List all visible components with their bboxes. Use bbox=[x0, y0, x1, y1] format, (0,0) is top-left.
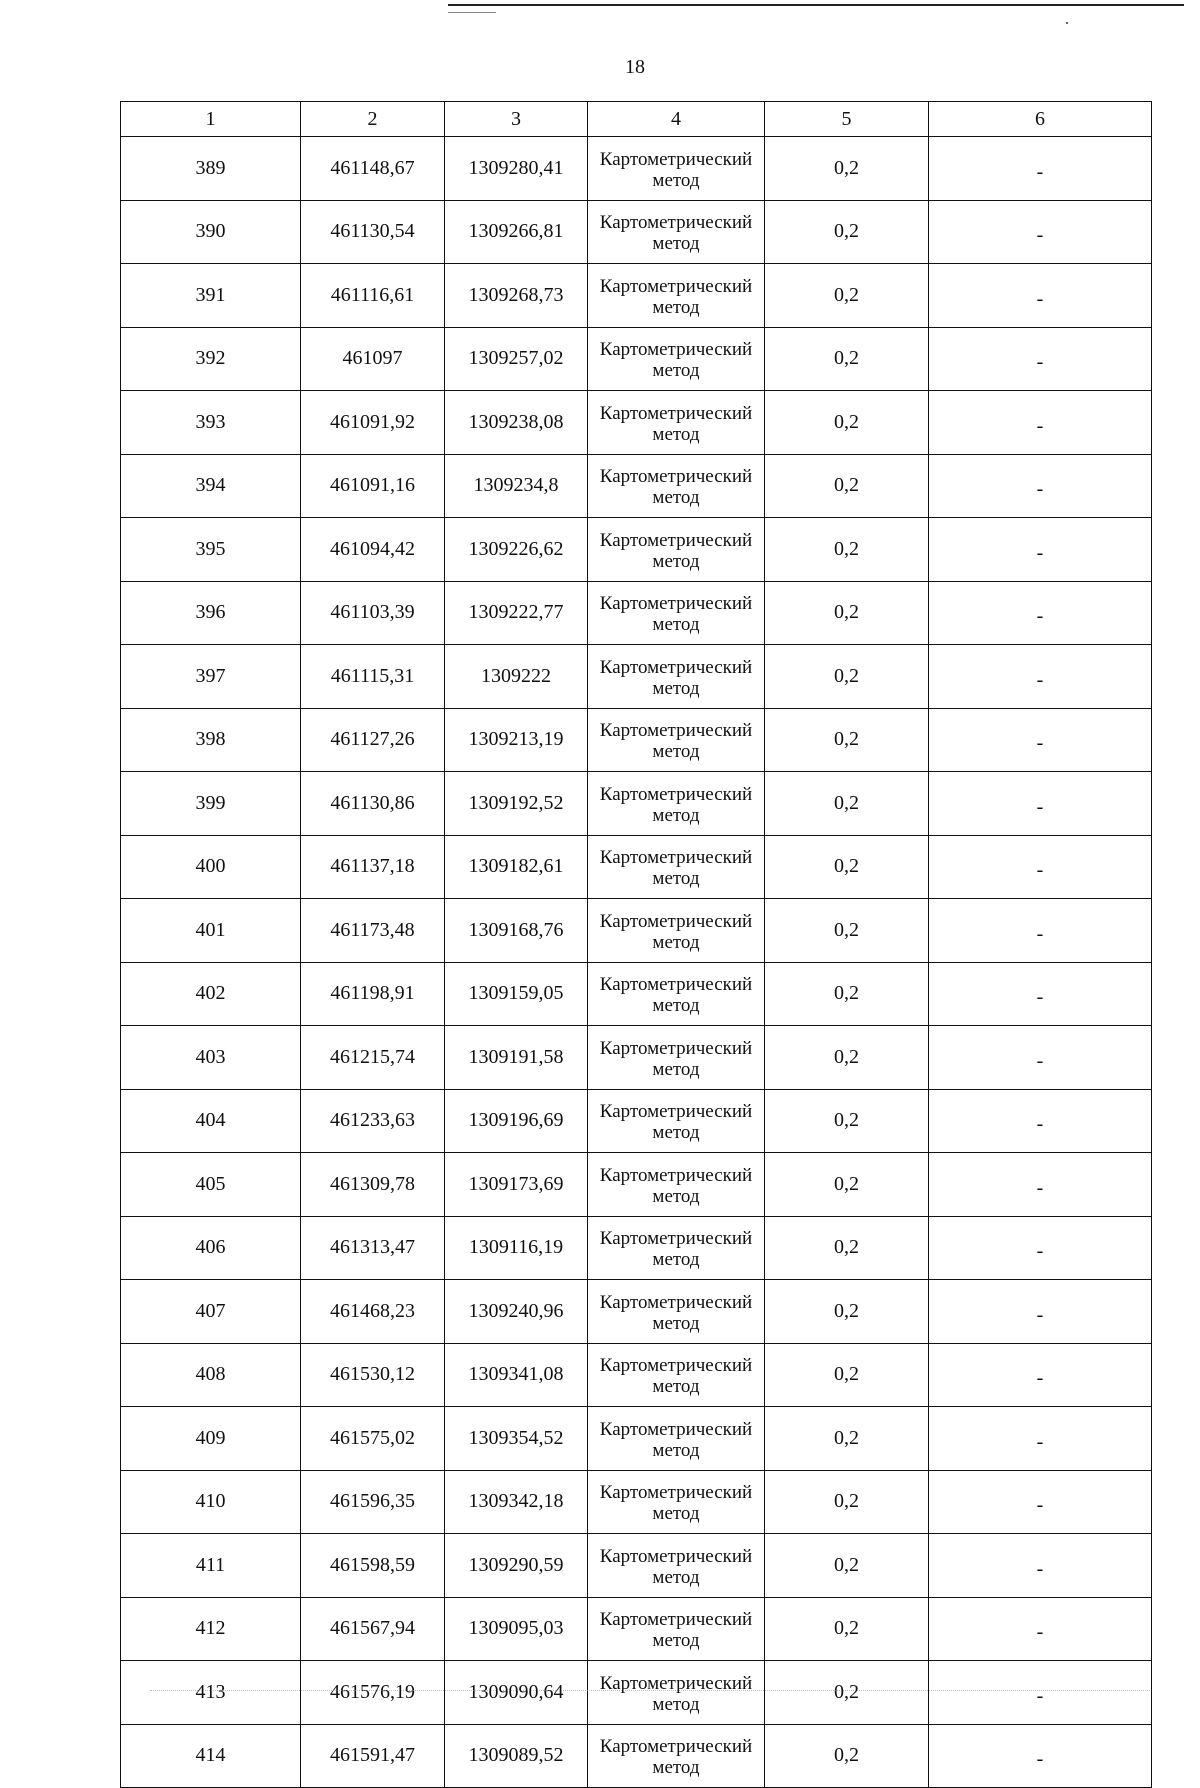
point-number-cell: 413 bbox=[121, 1661, 301, 1725]
point-number-cell: 412 bbox=[121, 1597, 301, 1661]
method-cell bbox=[588, 899, 765, 963]
method-line-2: метод bbox=[652, 1630, 700, 1652]
method-line-2: метод bbox=[652, 1122, 700, 1144]
precision-cell: 0,2 bbox=[765, 899, 929, 963]
precision-cell: 0,2 bbox=[765, 1026, 929, 1090]
y-coordinate-cell: 1309090,64 bbox=[445, 1661, 588, 1725]
x-coordinate-cell: 461173,48 bbox=[301, 899, 445, 963]
y-coordinate-cell: 1309159,05 bbox=[445, 962, 588, 1026]
description-cell: - bbox=[929, 1534, 1152, 1598]
method-line-2: метод bbox=[652, 487, 700, 509]
x-coordinate-cell: 461130,86 bbox=[301, 772, 445, 836]
table-header-row bbox=[121, 102, 1152, 137]
point-number-cell: 396 bbox=[121, 581, 301, 645]
method-line-2: метод bbox=[652, 931, 700, 953]
method-line-2: метод bbox=[652, 296, 700, 318]
method-line-1: Картометрический bbox=[599, 1101, 753, 1123]
x-coordinate-cell: 461137,18 bbox=[301, 835, 445, 899]
point-number-cell: 391 bbox=[121, 264, 301, 328]
description-cell: - bbox=[929, 454, 1152, 518]
method-cell bbox=[588, 1153, 765, 1217]
y-coordinate-cell: 1309196,69 bbox=[445, 1089, 588, 1153]
point-number-cell: 402 bbox=[121, 962, 301, 1026]
y-coordinate-cell: 1309116,19 bbox=[445, 1216, 588, 1280]
table-row bbox=[121, 1534, 1152, 1598]
description-cell: - bbox=[929, 899, 1152, 963]
description-cell: - bbox=[929, 1280, 1152, 1344]
x-coordinate-cell: 461097 bbox=[301, 327, 445, 391]
method-cell bbox=[588, 708, 765, 772]
precision-cell: 0,2 bbox=[765, 581, 929, 645]
method-line-1: Картометрический bbox=[599, 1228, 753, 1250]
precision-cell: 0,2 bbox=[765, 1343, 929, 1407]
precision-cell: 0,2 bbox=[765, 1407, 929, 1471]
description-cell: - bbox=[929, 1661, 1152, 1725]
method-line-2: метод bbox=[652, 614, 700, 636]
precision-cell: 0,2 bbox=[765, 1153, 929, 1217]
description-cell: - bbox=[929, 581, 1152, 645]
method-line-1: Картометрический bbox=[599, 783, 753, 805]
method-line-1: Картометрический bbox=[599, 847, 753, 869]
table-row bbox=[121, 264, 1152, 328]
description-cell: - bbox=[929, 1597, 1152, 1661]
x-coordinate-cell: 461094,42 bbox=[301, 518, 445, 582]
column-header: 6 bbox=[929, 102, 1152, 137]
column-header: 4 bbox=[588, 102, 765, 137]
table-row bbox=[121, 1470, 1152, 1534]
description-cell: - bbox=[929, 708, 1152, 772]
y-coordinate-cell: 1309191,58 bbox=[445, 1026, 588, 1090]
x-coordinate-cell: 461591,47 bbox=[301, 1724, 445, 1788]
y-coordinate-cell: 1309222 bbox=[445, 645, 588, 709]
method-cell bbox=[588, 518, 765, 582]
y-coordinate-cell: 1309290,59 bbox=[445, 1534, 588, 1598]
precision-cell: 0,2 bbox=[765, 327, 929, 391]
description-cell: - bbox=[929, 327, 1152, 391]
method-line-1: Картометрический bbox=[599, 1037, 753, 1059]
method-cell bbox=[588, 772, 765, 836]
precision-cell: 0,2 bbox=[765, 200, 929, 264]
table-row bbox=[121, 1597, 1152, 1661]
method-line-1: Картометрический bbox=[599, 1672, 753, 1694]
y-coordinate-cell: 1309240,96 bbox=[445, 1280, 588, 1344]
method-line-1: Картометрический bbox=[599, 402, 753, 424]
description-cell: - bbox=[929, 137, 1152, 201]
method-line-2: метод bbox=[652, 1693, 700, 1715]
y-coordinate-cell: 1309238,08 bbox=[445, 391, 588, 455]
column-header: 2 bbox=[301, 102, 445, 137]
method-cell bbox=[588, 137, 765, 201]
point-number-cell: 393 bbox=[121, 391, 301, 455]
precision-cell: 0,2 bbox=[765, 518, 929, 582]
method-line-1: Картометрический bbox=[599, 1418, 753, 1440]
table-row bbox=[121, 1026, 1152, 1090]
method-cell bbox=[588, 391, 765, 455]
method-line-1: Картометрический bbox=[599, 1545, 753, 1567]
description-cell: - bbox=[929, 645, 1152, 709]
y-coordinate-cell: 1309089,52 bbox=[445, 1724, 588, 1788]
method-line-1: Картометрический bbox=[599, 212, 753, 234]
description-cell: - bbox=[929, 1216, 1152, 1280]
scan-artifact-line bbox=[448, 12, 496, 13]
y-coordinate-cell: 1309182,61 bbox=[445, 835, 588, 899]
x-coordinate-cell: 461575,02 bbox=[301, 1407, 445, 1471]
precision-cell: 0,2 bbox=[765, 137, 929, 201]
method-cell bbox=[588, 454, 765, 518]
method-cell bbox=[588, 200, 765, 264]
y-coordinate-cell: 1309257,02 bbox=[445, 327, 588, 391]
point-number-cell: 409 bbox=[121, 1407, 301, 1471]
method-line-1: Картометрический bbox=[599, 466, 753, 488]
method-line-2: метод bbox=[652, 1376, 700, 1398]
point-number-cell: 403 bbox=[121, 1026, 301, 1090]
x-coordinate-cell: 461576,19 bbox=[301, 1661, 445, 1725]
method-line-1: Картометрический bbox=[599, 148, 753, 170]
table-row bbox=[121, 1153, 1152, 1217]
y-coordinate-cell: 1309280,41 bbox=[445, 137, 588, 201]
method-cell bbox=[588, 835, 765, 899]
y-coordinate-cell: 1309342,18 bbox=[445, 1470, 588, 1534]
y-coordinate-cell: 1309234,8 bbox=[445, 454, 588, 518]
point-number-cell: 394 bbox=[121, 454, 301, 518]
method-line-2: метод bbox=[652, 1503, 700, 1525]
table-row bbox=[121, 137, 1152, 201]
precision-cell: 0,2 bbox=[765, 1724, 929, 1788]
point-number-cell: 398 bbox=[121, 708, 301, 772]
table-row bbox=[121, 581, 1152, 645]
precision-cell: 0,2 bbox=[765, 1597, 929, 1661]
description-cell: - bbox=[929, 1724, 1152, 1788]
y-coordinate-cell: 1309213,19 bbox=[445, 708, 588, 772]
table-row bbox=[121, 391, 1152, 455]
point-number-cell: 404 bbox=[121, 1089, 301, 1153]
description-cell: - bbox=[929, 772, 1152, 836]
x-coordinate-cell: 461567,94 bbox=[301, 1597, 445, 1661]
column-header: 5 bbox=[765, 102, 929, 137]
table-row bbox=[121, 327, 1152, 391]
table-row bbox=[121, 518, 1152, 582]
table-row bbox=[121, 835, 1152, 899]
method-cell bbox=[588, 581, 765, 645]
table-row bbox=[121, 645, 1152, 709]
point-number-cell: 389 bbox=[121, 137, 301, 201]
y-coordinate-cell: 1309192,52 bbox=[445, 772, 588, 836]
method-cell bbox=[588, 1026, 765, 1090]
method-cell bbox=[588, 1216, 765, 1280]
method-line-1: Картометрический bbox=[599, 339, 753, 361]
precision-cell: 0,2 bbox=[765, 1661, 929, 1725]
method-cell bbox=[588, 1470, 765, 1534]
method-line-1: Картометрический bbox=[599, 656, 753, 678]
method-line-2: метод bbox=[652, 1249, 700, 1271]
table-row bbox=[121, 1216, 1152, 1280]
table-row bbox=[121, 1280, 1152, 1344]
method-line-2: метод bbox=[652, 360, 700, 382]
precision-cell: 0,2 bbox=[765, 264, 929, 328]
page-number: 18 bbox=[625, 56, 645, 78]
method-line-1: Картометрический bbox=[599, 529, 753, 551]
x-coordinate-cell: 461130,54 bbox=[301, 200, 445, 264]
method-line-1: Картометрический bbox=[599, 974, 753, 996]
x-coordinate-cell: 461148,67 bbox=[301, 137, 445, 201]
point-number-cell: 408 bbox=[121, 1343, 301, 1407]
description-cell: - bbox=[929, 835, 1152, 899]
point-number-cell: 401 bbox=[121, 899, 301, 963]
y-coordinate-cell: 1309268,73 bbox=[445, 264, 588, 328]
y-coordinate-cell: 1309168,76 bbox=[445, 899, 588, 963]
method-line-2: метод bbox=[652, 1566, 700, 1588]
method-line-2: метод bbox=[652, 804, 700, 826]
description-cell: - bbox=[929, 1407, 1152, 1471]
method-line-1: Картометрический bbox=[599, 1482, 753, 1504]
precision-cell: 0,2 bbox=[765, 1280, 929, 1344]
method-cell bbox=[588, 962, 765, 1026]
method-line-2: метод bbox=[652, 1312, 700, 1334]
x-coordinate-cell: 461215,74 bbox=[301, 1026, 445, 1090]
x-coordinate-cell: 461127,26 bbox=[301, 708, 445, 772]
method-line-2: метод bbox=[652, 1439, 700, 1461]
y-coordinate-cell: 1309222,77 bbox=[445, 581, 588, 645]
description-cell: - bbox=[929, 1153, 1152, 1217]
point-number-cell: 411 bbox=[121, 1534, 301, 1598]
x-coordinate-cell: 461530,12 bbox=[301, 1343, 445, 1407]
precision-cell: 0,2 bbox=[765, 1470, 929, 1534]
method-cell bbox=[588, 645, 765, 709]
method-cell bbox=[588, 1597, 765, 1661]
precision-cell: 0,2 bbox=[765, 645, 929, 709]
point-number-cell: 399 bbox=[121, 772, 301, 836]
precision-cell: 0,2 bbox=[765, 962, 929, 1026]
y-coordinate-cell: 1309266,81 bbox=[445, 200, 588, 264]
method-line-1: Картометрический bbox=[599, 1355, 753, 1377]
x-coordinate-cell: 461598,59 bbox=[301, 1534, 445, 1598]
point-number-cell: 395 bbox=[121, 518, 301, 582]
table-row bbox=[121, 708, 1152, 772]
method-line-1: Картометрический bbox=[599, 593, 753, 615]
method-line-2: метод bbox=[652, 169, 700, 191]
table-row bbox=[121, 1407, 1152, 1471]
method-line-1: Картометрический bbox=[599, 1291, 753, 1313]
precision-cell: 0,2 bbox=[765, 835, 929, 899]
x-coordinate-cell: 461309,78 bbox=[301, 1153, 445, 1217]
x-coordinate-cell: 461115,31 bbox=[301, 645, 445, 709]
method-cell bbox=[588, 1534, 765, 1598]
precision-cell: 0,2 bbox=[765, 772, 929, 836]
scan-artifact-line bbox=[150, 1690, 1150, 1692]
table-row bbox=[121, 1724, 1152, 1788]
point-number-cell: 397 bbox=[121, 645, 301, 709]
table-row bbox=[121, 200, 1152, 264]
description-cell: - bbox=[929, 200, 1152, 264]
point-number-cell: 410 bbox=[121, 1470, 301, 1534]
precision-cell: 0,2 bbox=[765, 391, 929, 455]
description-cell: - bbox=[929, 391, 1152, 455]
method-line-2: метод bbox=[652, 741, 700, 763]
coordinates-table bbox=[120, 101, 1152, 1788]
table-row bbox=[121, 1343, 1152, 1407]
table-row bbox=[121, 1089, 1152, 1153]
method-line-2: метод bbox=[652, 995, 700, 1017]
table-body bbox=[121, 137, 1152, 1788]
description-cell: - bbox=[929, 1343, 1152, 1407]
method-line-1: Картометрический bbox=[599, 1609, 753, 1631]
description-cell: - bbox=[929, 1089, 1152, 1153]
method-line-2: метод bbox=[652, 677, 700, 699]
point-number-cell: 406 bbox=[121, 1216, 301, 1280]
method-line-1: Картометрический bbox=[599, 910, 753, 932]
description-cell: - bbox=[929, 1470, 1152, 1534]
x-coordinate-cell: 461091,92 bbox=[301, 391, 445, 455]
y-coordinate-cell: 1309341,08 bbox=[445, 1343, 588, 1407]
scan-artifact-dot bbox=[1066, 22, 1068, 24]
point-number-cell: 414 bbox=[121, 1724, 301, 1788]
table-row bbox=[121, 1661, 1152, 1725]
x-coordinate-cell: 461116,61 bbox=[301, 264, 445, 328]
method-line-1: Картометрический bbox=[599, 1736, 753, 1758]
method-line-1: Картометрический bbox=[599, 275, 753, 297]
table-row bbox=[121, 899, 1152, 963]
point-number-cell: 390 bbox=[121, 200, 301, 264]
point-number-cell: 400 bbox=[121, 835, 301, 899]
method-line-1: Картометрический bbox=[599, 720, 753, 742]
column-header: 1 bbox=[121, 102, 301, 137]
x-coordinate-cell: 461103,39 bbox=[301, 581, 445, 645]
table-row bbox=[121, 962, 1152, 1026]
precision-cell: 0,2 bbox=[765, 1216, 929, 1280]
method-cell bbox=[588, 264, 765, 328]
method-cell bbox=[588, 1407, 765, 1471]
method-cell bbox=[588, 1343, 765, 1407]
method-line-2: метод bbox=[652, 868, 700, 890]
y-coordinate-cell: 1309173,69 bbox=[445, 1153, 588, 1217]
method-cell bbox=[588, 1724, 765, 1788]
description-cell: - bbox=[929, 264, 1152, 328]
precision-cell: 0,2 bbox=[765, 1534, 929, 1598]
point-number-cell: 405 bbox=[121, 1153, 301, 1217]
method-cell bbox=[588, 1089, 765, 1153]
table-row bbox=[121, 454, 1152, 518]
table-row bbox=[121, 772, 1152, 836]
method-line-2: метод bbox=[652, 1058, 700, 1080]
method-line-1: Картометрический bbox=[599, 1164, 753, 1186]
x-coordinate-cell: 461313,47 bbox=[301, 1216, 445, 1280]
scan-artifact-line bbox=[448, 4, 1184, 6]
method-line-2: метод bbox=[652, 1185, 700, 1207]
method-line-2: метод bbox=[652, 1757, 700, 1779]
point-number-cell: 392 bbox=[121, 327, 301, 391]
column-header: 3 bbox=[445, 102, 588, 137]
x-coordinate-cell: 461091,16 bbox=[301, 454, 445, 518]
method-cell bbox=[588, 1280, 765, 1344]
point-number-cell: 407 bbox=[121, 1280, 301, 1344]
description-cell: - bbox=[929, 962, 1152, 1026]
precision-cell: 0,2 bbox=[765, 1089, 929, 1153]
x-coordinate-cell: 461468,23 bbox=[301, 1280, 445, 1344]
method-line-2: метод bbox=[652, 423, 700, 445]
y-coordinate-cell: 1309226,62 bbox=[445, 518, 588, 582]
description-cell: - bbox=[929, 1026, 1152, 1090]
method-cell bbox=[588, 1661, 765, 1725]
x-coordinate-cell: 461198,91 bbox=[301, 962, 445, 1026]
method-cell bbox=[588, 327, 765, 391]
method-line-2: метод bbox=[652, 550, 700, 572]
y-coordinate-cell: 1309095,03 bbox=[445, 1597, 588, 1661]
method-line-2: метод bbox=[652, 233, 700, 255]
description-cell: - bbox=[929, 518, 1152, 582]
x-coordinate-cell: 461596,35 bbox=[301, 1470, 445, 1534]
precision-cell: 0,2 bbox=[765, 708, 929, 772]
x-coordinate-cell: 461233,63 bbox=[301, 1089, 445, 1153]
precision-cell: 0,2 bbox=[765, 454, 929, 518]
y-coordinate-cell: 1309354,52 bbox=[445, 1407, 588, 1471]
